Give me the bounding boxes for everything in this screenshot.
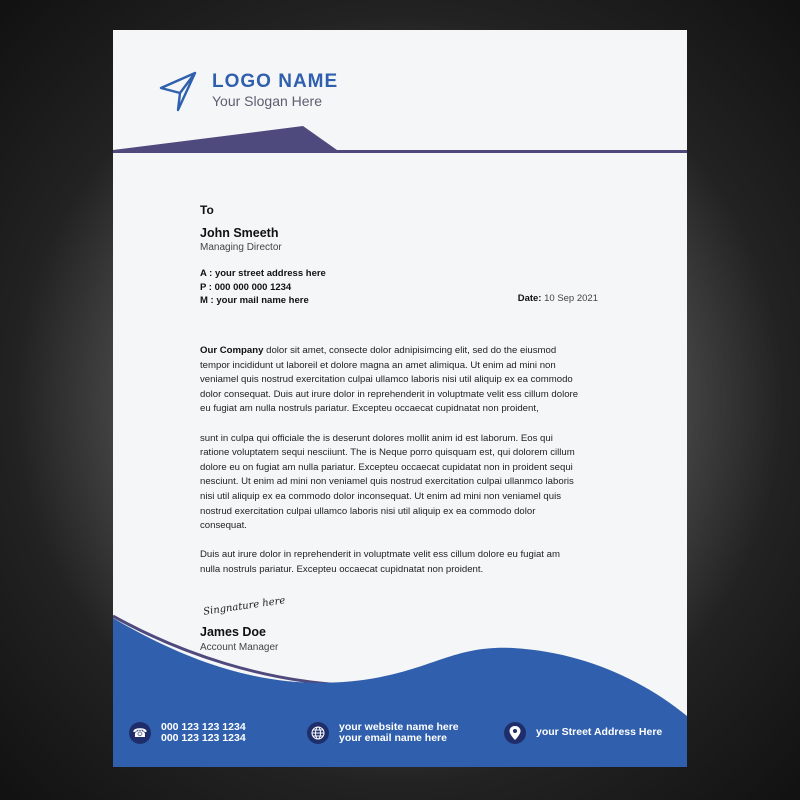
paragraph-1 <box>200 344 578 417</box>
recipient-address: A : your street address here <box>200 268 326 279</box>
paragraph-2 <box>200 432 578 534</box>
letter-date <box>518 293 598 304</box>
recipient-title: Managing Director <box>200 242 282 253</box>
website-link[interactable]: your website name here <box>339 721 459 733</box>
body-line: eu fugiat am nulla nostruls pariatur. Excepteu occaecat cupidnatat non proident, <box>200 403 539 415</box>
header-band-shape <box>113 126 687 153</box>
footer-wave <box>113 618 687 767</box>
slogan: Your Slogan Here <box>212 93 323 109</box>
body-line: nostrud exercitation culpai ullamco laboris nisi util aliquip ex ea commodo dolor <box>200 505 536 517</box>
phone-1: 000 123 123 1234 <box>161 721 246 733</box>
recipient-name: John Smeeth <box>200 226 279 240</box>
footer-phones <box>161 722 246 744</box>
date-label: Date: <box>517 293 542 304</box>
body-line: nulla nostruls pariatur. Excepteu occaecat cupidnatat non proident. <box>200 563 484 575</box>
signature: Singnature here <box>202 595 287 618</box>
body-line: veniamel quis nostrud exercitation culpai ullamco laboris nisi util aliquip ex ea commodo <box>200 374 573 386</box>
body-line: nisi util aliquip ex ea commodo dolor inconsequat. Ut enim ad mini non veniamel quis <box>200 490 562 502</box>
letterhead-page <box>113 30 687 767</box>
footer-web <box>339 722 459 744</box>
paper-plane-logo-icon <box>158 70 200 114</box>
body-line: ratione voluptatem sequi nesciiunt. The is Neque porro quisquam est, qui dolorem cillum <box>200 447 575 459</box>
signer-name: James Doe <box>200 625 267 639</box>
letter-body <box>200 344 578 592</box>
email-link[interactable]: your email name here <box>339 732 447 744</box>
signer-title: Account Manager <box>200 642 279 653</box>
date-value: 10 Sep 2021 <box>544 293 598 304</box>
paragraph-3 <box>200 548 578 577</box>
recipient-mail: M : your mail name here <box>200 295 309 306</box>
company-lead: Our Company <box>200 345 264 356</box>
footer-address: your Street Address Here <box>536 726 663 738</box>
recipient-phone: P : 000 000 000 1234 <box>200 282 292 293</box>
body-line: sunt in culpa qui officiale the is deserunt dolores mollit anim id est laborum. Eos qui <box>200 432 553 444</box>
body-line: tempor incididunt ut laboreil et dolore magna an amet alimiqua. Ut enim ad mini non <box>200 359 556 371</box>
body-line: dolor sit amet, consecte dolor adnipisimcing elit, sed do the eiusmod <box>263 345 557 356</box>
body-line: dolore eu on fugiat am nulla pariatur. Excepteu occaecat cupidatat non in proident sequi <box>200 461 573 473</box>
phone-2: 000 123 123 1234 <box>161 732 246 744</box>
phone-icon: ☎ <box>129 722 151 744</box>
body-line: Duis aut irure dolor in reprehenderit in voluptmate velit ess cillum dolore eu fugiat am <box>200 549 560 561</box>
logo-name: LOGO NAME <box>212 71 339 92</box>
body-line: consequat. <box>200 520 247 532</box>
globe-icon <box>307 722 329 744</box>
body-line: nesciunt. Ut enim ad mini non veniamel quis nostrud exercitation culpai ullanmco laboris <box>200 476 574 488</box>
location-pin-icon <box>504 722 526 744</box>
to-label: To <box>200 203 214 217</box>
body-line: dolor consequat. Duis aut irure dolor in reprehenderit in voluptmate velit ess cillum dolore <box>200 388 579 400</box>
